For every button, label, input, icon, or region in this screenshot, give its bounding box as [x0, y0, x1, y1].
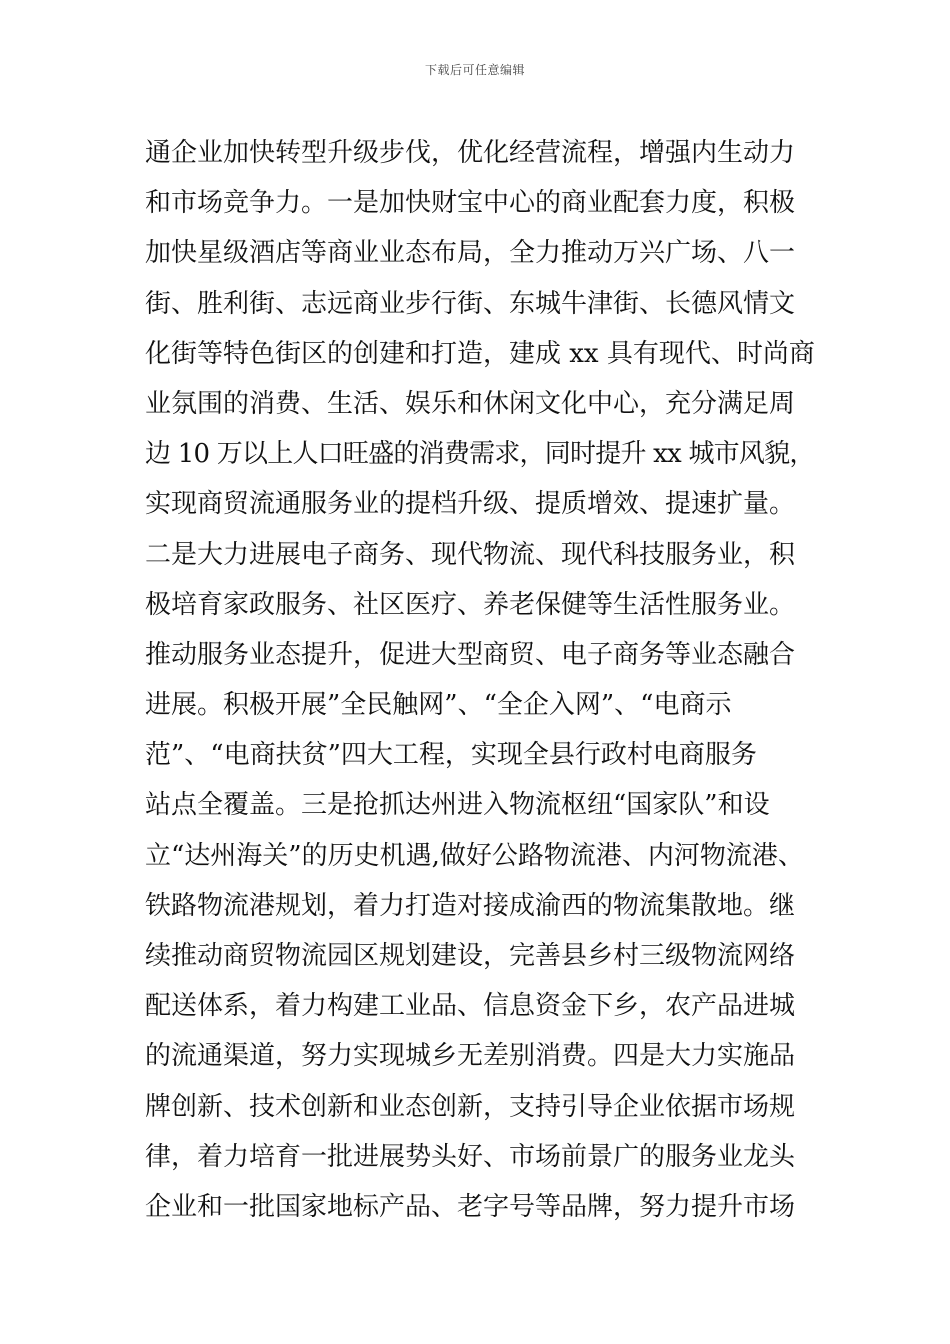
text-line: 实现商贸流通服务业的提档升级、提质增效、提速扩量。 — [145, 489, 796, 520]
text-line: 二是大力进展电子商务、现代物流、现代科技服务业，积 — [145, 539, 796, 570]
text-line: 律，着力培育一批进展势头好、市场前景广的服务业龙头 — [145, 1141, 796, 1172]
text-line: 进展。积极开展”全民触网”、“全企入网”、“电商示 — [145, 690, 732, 721]
text-line: 推动服务业态提升，促进大型商贸、电子商务等业态融合 — [145, 639, 796, 670]
header-note: 下载后可任意编辑 — [424, 63, 525, 77]
text-line: 立“达州海关”的历史机遇,做好公路物流港、内河物流港、 — [145, 840, 804, 871]
text-line: 站点全覆盖。三是抢抓达州进入物流枢纽“国家队”和设 — [145, 790, 770, 821]
body-text — [145, 128, 815, 1232]
text-line: 加快星级酒店等商业业态布局，全力推动万兴广场、八一 — [145, 238, 796, 269]
text-line: 铁路物流港规划，着力打造对接成渝西的物流集散地。继 — [145, 890, 796, 921]
text-line: 边 10 万以上人口旺盛的消费需求，同时提升 xx 城市风貌， — [145, 439, 815, 470]
text-line: 的流通渠道，努力实现城乡无差别消费。四是大力实施品 — [145, 1041, 796, 1072]
text-line: 续推动商贸物流园区规划建设，完善县乡村三级物流网络 — [145, 941, 796, 971]
text-line: 通企业加快转型升级步伐，优化经营流程，增强内生动力 — [145, 138, 796, 168]
text-line: 企业和一批国家地标产品、老字号等品牌，努力提升市场 — [145, 1191, 796, 1222]
text-line: 和市场竞争力。一是加快财宝中心的商业配套力度，积极 — [145, 188, 796, 219]
text-line: 牌创新、技术创新和业态创新，支持引导企业依据市场规 — [145, 1091, 796, 1122]
text-line: 街、胜利街、志远商业步行街、东城牛津街、长德风情文 — [145, 288, 796, 319]
text-line: 极培育家政服务、社区医疗、养老保健等生活性服务业。 — [145, 589, 796, 620]
text-line: 化街等特色街区的创建和打造，建成 xx 具有现代、时尚商 — [145, 338, 815, 369]
text-line: 范”、“电商扶贫”四大工程，实现全县行政村电商服务 — [145, 740, 757, 771]
text-line: 业氛围的消费、生活、娱乐和休闲文化中心，充分满足周 — [145, 388, 796, 419]
text-line: 配送体系，着力构建工业品、信息资金下乡，农产品进城 — [145, 991, 796, 1022]
